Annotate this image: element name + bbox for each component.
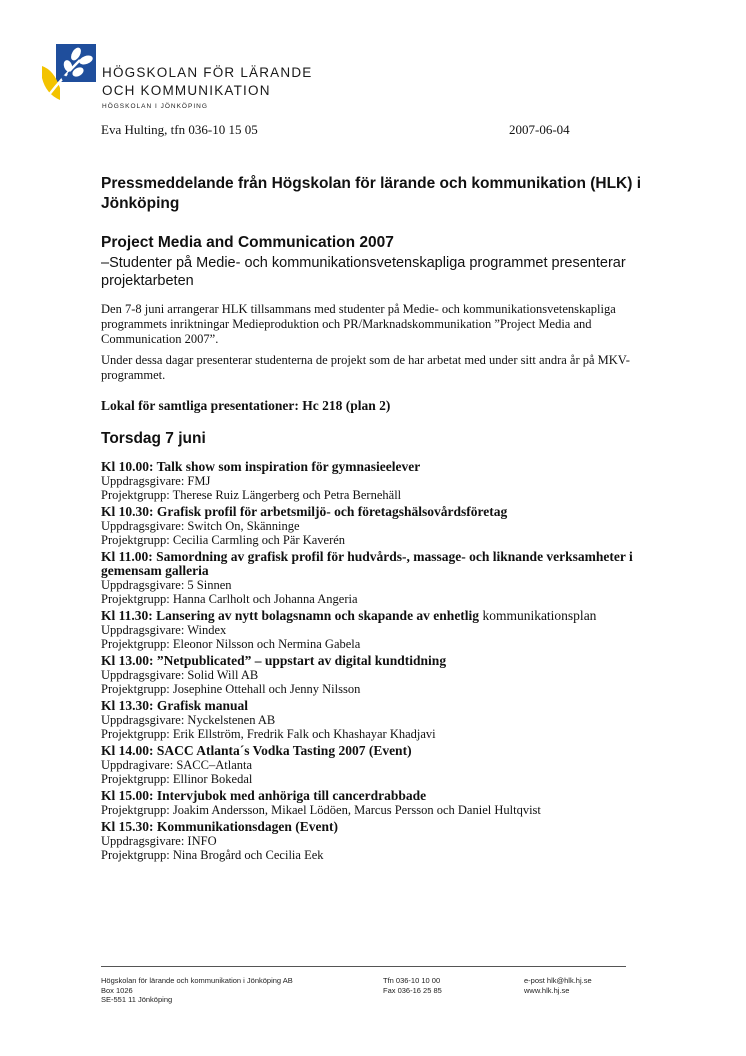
schedule-item bbox=[101, 744, 661, 786]
schedule-item bbox=[101, 789, 661, 817]
org-line-2: OCH KOMMUNIKATION bbox=[102, 83, 271, 98]
schedule-item-client: Uppdragsgivare: FMJ bbox=[101, 474, 211, 488]
location-note: Lokal för samtliga presentationer: Hc 218 (plan 2) bbox=[101, 398, 391, 413]
intro-text bbox=[101, 302, 641, 389]
footer-contact bbox=[524, 976, 592, 995]
schedule-item-title: Kl 10.00: Talk show som inspiration för gymnasieelever bbox=[101, 459, 421, 474]
schedule-item-title: Kl 10.30: Grafisk profil för arbetsmiljö- och företagshälsovårdsföretag bbox=[101, 504, 508, 519]
schedule-item-title: Kl 13.30: Grafisk manual bbox=[101, 698, 249, 713]
organization-name bbox=[102, 64, 313, 112]
footer-phone: Tfn 036-10 10 00 Fax 036-16 25 85 bbox=[383, 976, 442, 995]
intro-paragraph: Under dessa dagar presenterar studenterna de projekt som de har arbetat med under sitt andra år på MKV-programmet. bbox=[101, 353, 630, 382]
schedule-item-title: Kl 11.00: Samordning av grafisk profil för hudvårds-, massage- och liknande verksamheter i gemensam galleria bbox=[101, 549, 633, 578]
schedule-item-group: Projektgrupp: Therese Ruiz Längerberg och Petra Bernehäll bbox=[101, 488, 402, 502]
hlk-logo-icon bbox=[40, 44, 96, 100]
schedule-item-client: Uppdragsgivare: Nyckelstenen AB bbox=[101, 713, 276, 727]
press-release-title: Pressmeddelande från Högskolan för lärande och kommunikation (HLK) i Jönköping bbox=[101, 175, 642, 212]
footer-email[interactable]: e-post hlk@hlk.hj.se bbox=[524, 976, 592, 985]
schedule-item-group: Projektgrupp: Erik Ellström, Fredrik Falk och Khashayar Khadjavi bbox=[101, 727, 436, 741]
schedule-list bbox=[101, 460, 661, 865]
schedule-item bbox=[101, 699, 661, 741]
org-line-1: HÖGSKOLAN FÖR LÄRANDE bbox=[102, 65, 313, 80]
schedule-item-client: Uppdragivare: SACC–Atlanta bbox=[101, 758, 253, 772]
footer-divider bbox=[101, 966, 626, 967]
schedule-item-group: Projektgrupp: Nina Brogård och Cecilia Eek bbox=[101, 848, 324, 862]
schedule-item bbox=[101, 654, 661, 696]
schedule-item bbox=[101, 820, 661, 862]
day-heading: Torsdag 7 juni bbox=[101, 430, 206, 447]
org-line-3: HÖGSKOLAN I JÖNKÖPING bbox=[102, 103, 208, 110]
project-subtitle: –Studenter på Medie- och kommunikationsvetenskapliga programmet presenterar projektarbeten bbox=[101, 255, 626, 289]
document-date: 2007-06-04 bbox=[509, 122, 570, 137]
footer-website-link[interactable]: www.hlk.hj.se bbox=[524, 985, 570, 995]
schedule-item-client: Uppdragsgivare: INFO bbox=[101, 834, 217, 848]
schedule-item-title: Kl 13.00: ”Netpublicated” – uppstart av digital kundtidning bbox=[101, 653, 447, 668]
schedule-item bbox=[101, 609, 661, 651]
schedule-item-title: Kl 14.00: SACC Atlanta´s Vodka Tasting 2007 (Event) bbox=[101, 743, 412, 758]
schedule-item-title: Kl 15.00: Intervjubok med anhöriga till cancerdrabbade bbox=[101, 788, 427, 803]
project-title: Project Media and Communication 2007 bbox=[101, 234, 394, 251]
intro-paragraph: Den 7-8 juni arrangerar HLK tillsammans med studenter på Medie- och kommunikationsvetenskapliga programmets inriktningar Medieproduktion och PR/Marknadskommunikation ”Project Media and Communication 2007”. bbox=[101, 302, 616, 346]
schedule-item-client: Uppdragsgivare: Windex bbox=[101, 623, 227, 637]
contact-person: Eva Hulting, tfn 036-10 15 05 bbox=[101, 122, 258, 137]
footer-address: Högskolan för lärande och kommunikation i Jönköping AB Box 1026 SE-551 11 Jönköping bbox=[101, 976, 293, 1004]
schedule-item bbox=[101, 460, 661, 502]
schedule-item-group: Projektgrupp: Cecilia Carmling och Pär Kaverén bbox=[101, 533, 346, 547]
schedule-item-group: Projektgrupp: Josephine Ottehall och Jenny Nilsson bbox=[101, 682, 361, 696]
schedule-item-client: Uppdragsgivare: Switch On, Skänninge bbox=[101, 519, 300, 533]
schedule-item-group: Projektgrupp: Eleonor Nilsson och Nermina Gabela bbox=[101, 637, 361, 651]
schedule-item-title: Kl 15.30: Kommunikationsdagen (Event) bbox=[101, 819, 339, 834]
schedule-item-group: Projektgrupp: Joakim Andersson, Mikael Lödöen, Marcus Persson och Daniel Hultqvist bbox=[101, 803, 541, 817]
schedule-item-title: Kl 11.30: Lansering av nytt bolagsnamn och skapande av enhetlig kommunikationsplan bbox=[101, 608, 597, 623]
schedule-item-group: Projektgrupp: Ellinor Bokedal bbox=[101, 772, 253, 786]
schedule-item bbox=[101, 505, 661, 547]
schedule-item-client: Uppdragsgivare: 5 Sinnen bbox=[101, 578, 232, 592]
schedule-item-group: Projektgrupp: Hanna Carlholt och Johanna Angeria bbox=[101, 592, 358, 606]
schedule-item bbox=[101, 550, 661, 606]
schedule-item-client: Uppdragsgivare: Solid Will AB bbox=[101, 668, 259, 682]
